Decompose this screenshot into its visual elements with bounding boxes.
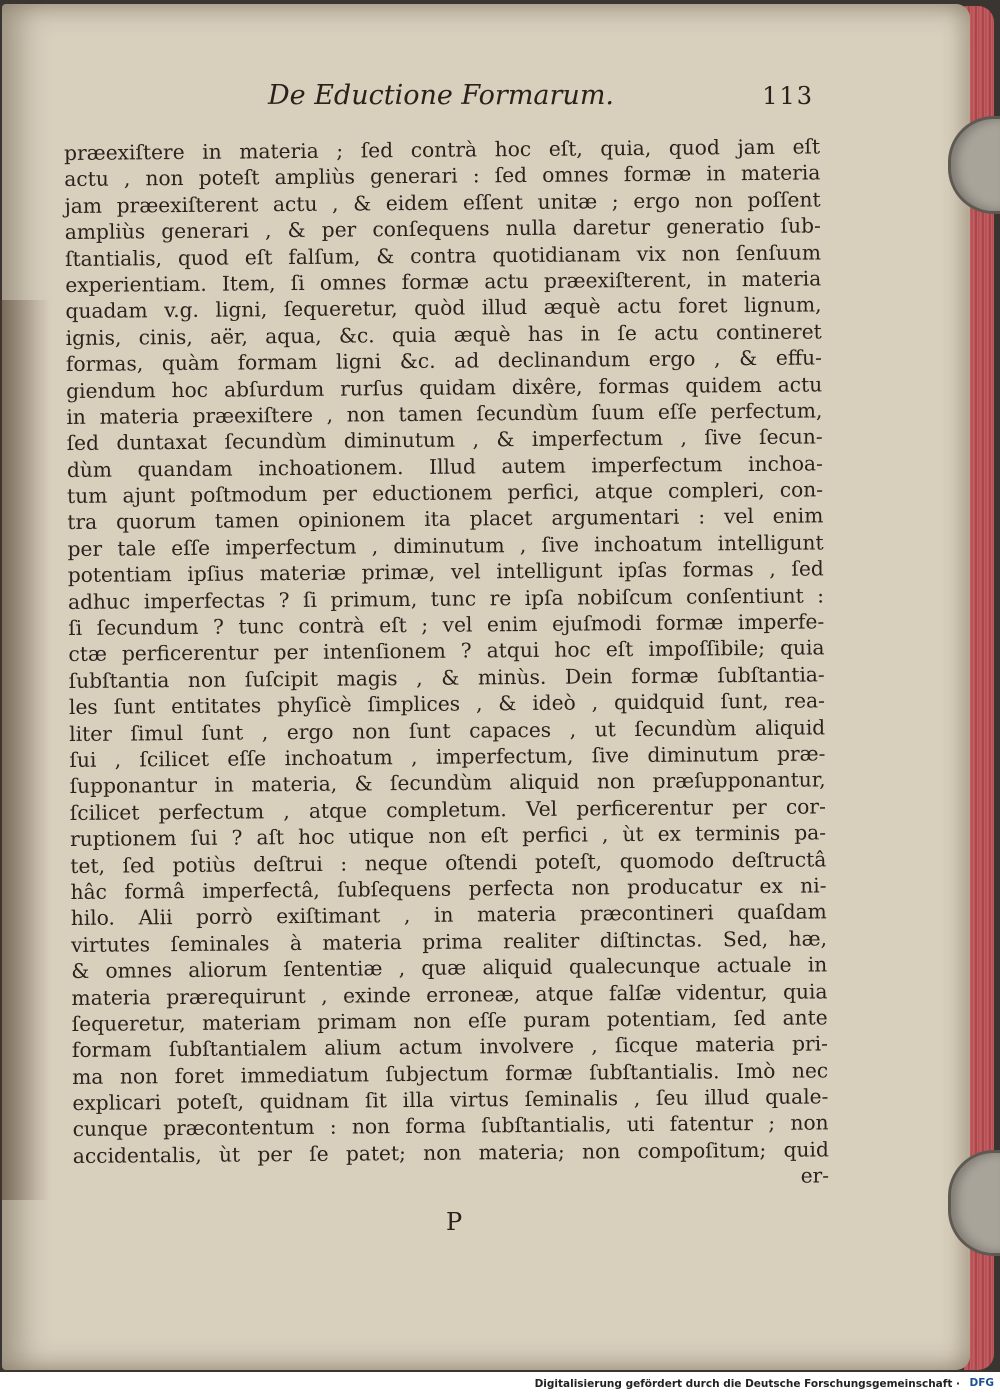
text-line: cunque præcontentum : non forma ſubſtantialis, uti fatentur ; non: [72, 1110, 829, 1142]
text-line: ſcilicet perfectum , atque completum. Vel perficerentur per cor-: [69, 794, 826, 825]
text-line: ctæ perficerentur per intenſionem ? atqui hoc eſt impoſſibile; quia: [68, 635, 825, 667]
text-line: jam præexiſterent actu , & eidem eſſent unitæ ; ergo non poſſent: [64, 187, 821, 218]
running-title: De Eductione Formarum.: [268, 80, 615, 111]
text-line: explicari poteſt, quidnam ſit illa virtus ſeminalis , ſeu illud quale-: [72, 1084, 829, 1116]
text-line: actu , non poteſt ampliùs generari : ſed omnes formæ in materia: [64, 160, 821, 192]
text-line: accidentalis, ùt per ſe patet; non materia; non compoſitum; quid: [72, 1137, 829, 1168]
text-line: er-: [800, 1163, 830, 1188]
text-line: les ſunt entitates phyſicè ſimplices , & ideò , quidquid ſunt, rea-: [68, 688, 826, 720]
body-text: [64, 133, 829, 1195]
text-line: adhuc imperfectas ? ſi primum, tunc re ipſa nobiſcum conſentiunt :: [67, 583, 825, 614]
text-line: virtutes ſeminales à materia prima realiter diſtinctas. Sed, hæ,: [70, 926, 828, 957]
text-line: per tale eſſe imperfectum , diminutum , ſive inchoatum intelligunt: [67, 530, 824, 561]
text-line: ſequeretur, materiam primam non eſſe puram potentiam, ſed ante: [71, 1005, 828, 1036]
footer-band: [0, 1372, 1000, 1398]
text-line: hilo. Alii porrò exiſtimant , in materia præcontineri quaſdam: [70, 899, 827, 931]
footer-credit: Digitalisierung gefördert durch die Deutsche Forschungsgemeinschaft ·: [534, 1378, 960, 1390]
text-line: tet, ſed potiùs deſtrui : neque oſtendi poteſt, quomodo deſtructâ: [70, 846, 827, 878]
text-line: tum ajunt poſtmodum per eductionem perfici, atque compleri, con-: [67, 477, 824, 509]
text-line: ſed duntaxat ſecundùm diminutum , & imperfectum , ſive ſecun-: [66, 424, 823, 456]
text-line: ruptionem ſui ? aſt hoc utique non eſt perfici , ùt ex terminis pa-: [69, 820, 827, 852]
text-line: ſtantialis, quod eſt falſum, & contra quotidianam vix non ſenſuum: [64, 239, 822, 271]
text-line: giendum hoc abſurdum rurſus quidam dixêre, formas quidem actu: [66, 371, 823, 403]
text-line: formam ſubſtantialem alium actum involvere , ſicque materia pri-: [71, 1031, 829, 1063]
spine-shadow: [0, 300, 50, 1200]
text-line: dùm quandam inchoationem. Illud autem imperfectum inchoa-: [66, 451, 823, 482]
text-line: ignis, cinis, aër, aqua, &c. quia æquè has in ſe actu contineret: [65, 319, 822, 350]
signature-mark: P: [446, 1208, 463, 1236]
text-line: potentiam ipſius materiæ primæ, vel intelligunt ipſas formas , ſed: [67, 556, 824, 588]
text-line: ſubſtantia non ſuſcipit magis , & minùs. Dein formæ ſubſtantia-: [68, 662, 825, 693]
text-line: hâc formâ imperfectâ, ſubſequens perfecta non producatur ex ni-: [70, 873, 827, 904]
text-line: materia prærequirunt , exinde erroneæ, atque falſæ videntur, quia: [71, 978, 828, 1010]
text-line: & omnes aliorum ſententiæ , quæ aliquid qualecunque actuale in: [71, 952, 828, 984]
text-line: experientiam. Item, ſi omnes formæ actu præexiſterent, in materia: [65, 266, 822, 297]
text-line: liter ſimul ſunt , ergo non ſunt capaces , ut ſecundùm aliquid: [69, 714, 826, 746]
page-number: 113: [762, 82, 814, 110]
page-header: [268, 80, 814, 124]
text-line: ampliùs generari , & per conſequens nulla daretur generatio ſub-: [64, 213, 821, 245]
text-line: in materia præexiſtere , non tamen ſecundùm ſuum eſſe perfectum,: [66, 398, 823, 429]
text-line: præexiſtere in materia ; ſed contrà hoc eſt, quia, quod jam eſt: [64, 134, 821, 165]
text-line: quadam v.g. ligni, ſequeretur, quòd illud æquè actu foret lignum,: [65, 292, 822, 324]
text-line: ma non foret immediatum ſubjectum formæ ſubſtantialis. Imò nec: [72, 1058, 829, 1089]
text-line: tra quorum tamen opinionem ita placet argumentari : vel enim: [67, 503, 824, 535]
text-line: ſupponantur in materia, & ſecundùm aliquid non præſupponantur,: [69, 767, 826, 799]
text-line: ſui , ſcilicet eſſe inchoatum , imperfectum, ſive diminutum præ-: [69, 741, 826, 772]
text-line: formas, quàm formam ligni &c. ad declinandum ergo , & effu-: [65, 345, 823, 377]
dfg-logo: DFG: [969, 1377, 994, 1389]
text-line: ſi ſecundum ? tunc contrà eſt ; vel enim ejuſmodi formæ imperfe-: [68, 609, 825, 641]
